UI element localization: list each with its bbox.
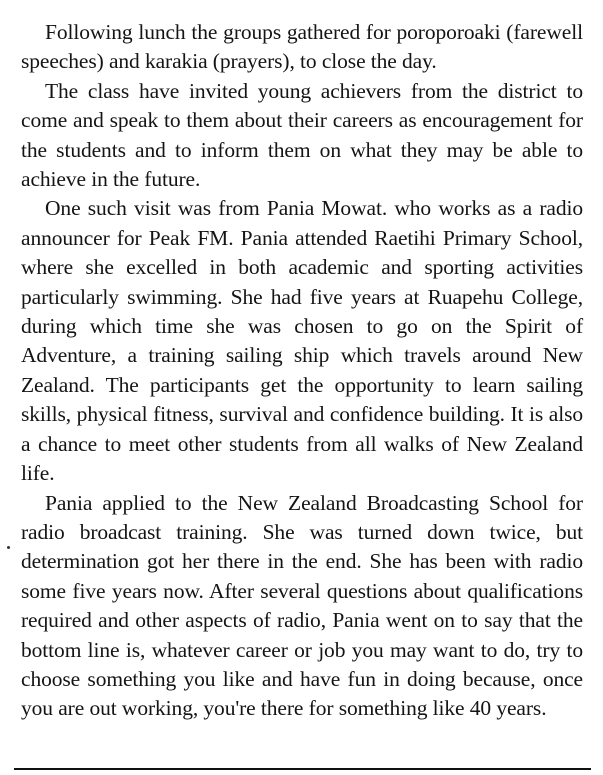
paragraph-broadcasting-school: Pania applied to the New Zealand Broadcasting School for radio broadcast training. She was turned down twice, but determination got her there in the end. She has been with radio some five years now. After several questions about qualifications required and other aspects of radio, Pania went on to say that the bottom line is, whatever career or job you may want to do, try to choose something you like and have fun in doing because, once you are out working, you're there for something like 40 years. <box>21 490 583 721</box>
paragraph-young-achievers: The class have invited young achievers from the district to come and speak to them about their careers as encouragement for the students and to inform them on what they may be able to achieve in the future. <box>21 78 583 192</box>
scan-speck <box>7 546 10 549</box>
bottom-rule <box>14 768 591 770</box>
paragraph-closing-day: Following lunch the groups gathered for poroporoaki (farewell speeches) and karakia (prayers), to close the day. <box>21 20 583 74</box>
article-body <box>21 18 583 724</box>
paragraph-pania-visit: One such visit was from Pania Mowat. who works as a radio announcer for Peak FM. Pania attended Raetihi Primary School, where she excelled in both academic and sporting activities particularly swimming. She had five years at Ruapehu College, during which time she was chosen to go on the Spirit of Adventure, a training sailing ship which travels around New Zealand. The participants get the opportunity to learn sailing skills, physical fitness, survival and confidence building. It is also a chance to meet other students from all walks of New Zealand life. <box>21 196 583 486</box>
